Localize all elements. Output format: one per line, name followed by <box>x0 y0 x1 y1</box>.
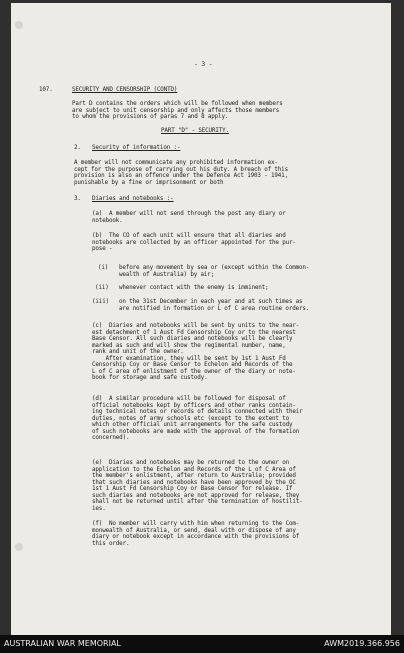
punch-hole <box>15 543 23 551</box>
section-2-text: A member will not communicate any prohibited information ex- cept for the purpose of carrying out his duty. A breach of this provision is also an offence under the Defence Act 1903 - 1941, punishable by a fine or imprisonment or both <box>74 160 288 186</box>
paragraph-number: 107. <box>39 87 53 93</box>
section-2-number: 2. <box>74 145 81 151</box>
footer-institution: AUSTRALIAN WAR MEMORIAL <box>4 639 121 648</box>
document-page <box>11 3 391 635</box>
part-title: PART "D" - SECURITY. <box>161 128 229 134</box>
para-d: (d) A similar procedure will be followed for disposal of official notebooks kept by officers and other ranks contain- ing technical notes or records of details connected with their duties, notes of army schools etc (except to the extent to which other official unit arrangements for the safe custody of such notebooks are made with the approval of the formation concerned). <box>92 396 303 441</box>
para-b: (b) The CO of each unit will ensure that all diaries and notebooks are collected by an officer appointed for the pur- pose - <box>92 233 296 252</box>
footer-catalogue-id: AWM2019.366.956 <box>324 639 400 648</box>
item-text: whenever contact with the enemy is imminent; <box>119 285 269 291</box>
para-c: (c) Diaries and notebooks will be sent by units to the near- est detachment of 1 Aust Fd Censorship Coy or to the nearest Base Censor. All such diaries and notebooks will be clearly marked as such and will show the regimental number, name, rank and unit of the owner. After examination, they will be sent by 1st 1 Aust Fd Censorship Coy or Base Censor to Echelon and Records of the L of C area of enlistment of the owner of the diary or note- book for storage and safe custody. <box>92 323 300 381</box>
section-2-title: Security of information :- <box>92 145 181 151</box>
page-number: - 3 - <box>194 60 213 68</box>
item-text: on the 31st December in each year and at such times as are notified in formation or L of C area routine orders. <box>119 299 310 312</box>
item-label: (i) <box>98 265 109 271</box>
para-a: (a) A member will not send through the post any diary or notebook. <box>92 211 286 224</box>
section-3-number: 3. <box>74 196 81 202</box>
para-f: (f) No member will carry with him when returning to the Com- monwealth of Australia, or send, deal with or dispose of any diary or notebook except in accordance with the provisions of this order. <box>92 521 300 547</box>
section-3-title: Diaries and notebooks :- <box>92 196 174 202</box>
item-text: before any movement by sea or (except within the Common- wealth of Australia) by air; <box>119 265 310 278</box>
item-label: (iii) <box>92 299 109 305</box>
punch-hole <box>15 21 23 29</box>
section-heading: SECURITY AND CENSORSHIP (CONTD) <box>72 87 178 93</box>
intro-text: Part D contains the orders which will be followed when members are subject to unit censorship and only affects those members to whom the provisions of paras 7 and 8 apply. <box>72 101 283 120</box>
item-label: (ii) <box>95 285 109 291</box>
para-e: (e) Diaries and notebooks may be returned to the owner on application to the Echelon and Records of the L of C Area of the member's enlistment, after return to Australia; provided that such diaries and notebooks have been approved by the OC 1st 1 Aust Fd Censorship Coy or Base Censor for release. If such diaries and notebooks are not approved for release, they shall not be returned until after the termination of hostilit- ies. <box>92 460 303 512</box>
archive-footer <box>0 635 404 653</box>
